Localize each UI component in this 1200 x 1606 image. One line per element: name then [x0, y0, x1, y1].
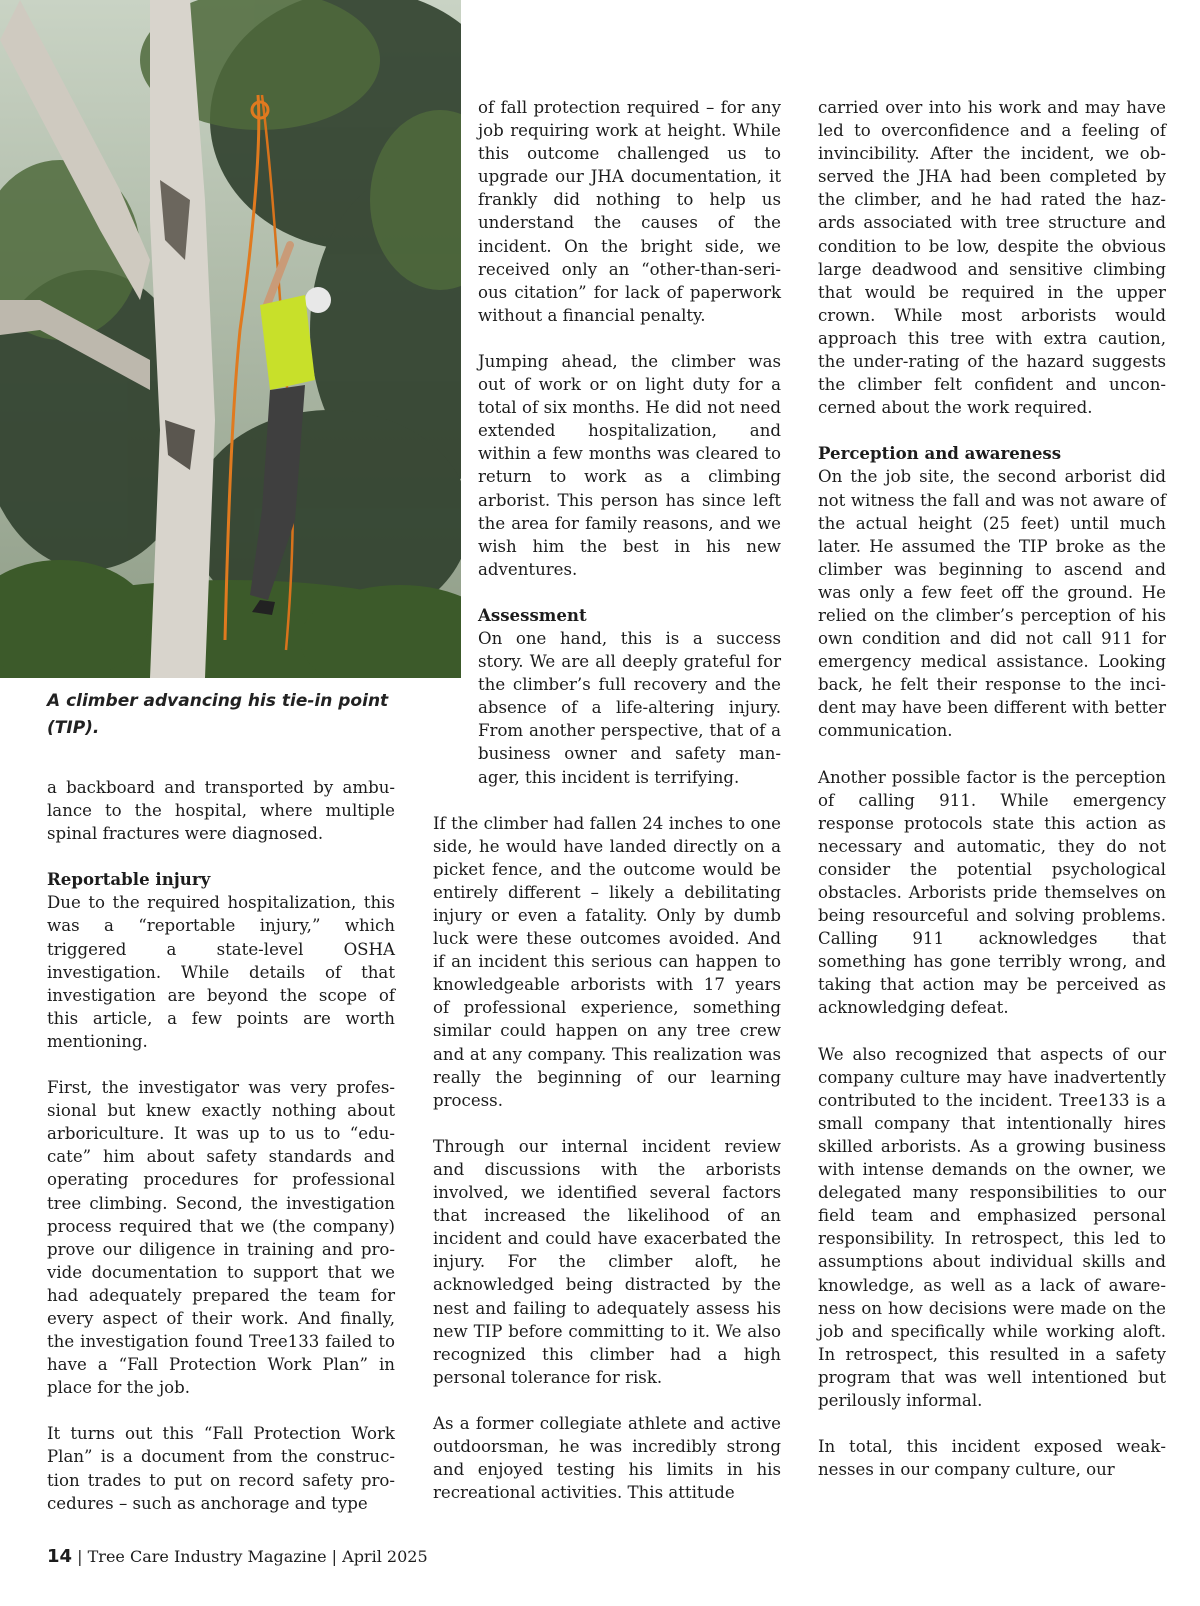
page-number: 14: [47, 1546, 73, 1567]
paragraph: On the job site, the second arborist did not witness the fall and was not aware of the actual height (25 feet) until much later. He assumed the TIP broke as the climber was beginning to ascend and was only a few feet off the ground. He relied on the climber’s perception of his own condition and did not call 911 for emergency medical assistance. Looking back, he felt their response to the incident may have been different with better communication.: [818, 467, 1166, 741]
article-column-2: [433, 96, 781, 1504]
section-heading-reportable-injury: Reportable injury: [47, 869, 211, 890]
section-heading-perception: Perception and awareness: [818, 443, 1062, 464]
climber-photo-illustration: [0, 0, 461, 678]
article-column-3: [818, 96, 1166, 1481]
paragraph: First, the investigator was very professional but knew exactly nothing about arboriculture. It was up to us to “educate” him about safety standards and operating procedures for professional tree climbing. Second, the investigation process required that we (the company) prove our diligence in training and provide documentation to support that we had adequately prepared the team for every aspect of their work. And finally, the investigation found Tree133 failed to have a “Fall Protection Work Plan” in place for the job.: [47, 1078, 395, 1398]
page-footer: [47, 1546, 428, 1567]
paragraph: In total, this incident exposed weaknesses in our company culture, our: [818, 1437, 1166, 1480]
paragraph: carried over into his work and may have led to overconfidence and a feeling of invincibility. After the incident, we observed the JHA had been completed by the climber, and he had rated the hazards associated with tree structure and condition to be low, despite the obvious large deadwood and sensitive climbing that would be required in the upper crown. While most arborists would approach this tree with extra caution, the under-rating of the hazard suggests the climber felt confident and unconcerned about the work required.: [818, 98, 1166, 418]
paragraph: If the climber had fallen 24 inches to one side, he would have landed directly on a picket fence, and the outcome would be entirely different – likely a debilitating injury or even a fatality. Only by dumb luck were these outcomes avoided. And if an incident this serious can happen to knowledgeable arborists with 17 years of professional experience, something similar could happen on any tree crew and at any company. This realization was really the beginning of our learning process.: [433, 813, 781, 1110]
paragraph: As a former collegiate athlete and active outdoorsman, he was incredibly strong and enjoyed testing his limits in his recreational activities. This attitude: [433, 1413, 781, 1503]
paragraph: Due to the required hospitalization, this was a “reportable injury,” which triggered a state-level OSHA investigation. While details of that investigation are beyond the scope of this article, a few points are worth mentioning.: [47, 893, 395, 1051]
paragraph: a backboard and transported by ambulance to the hospital, where multiple spinal fractures were diagnosed.: [47, 778, 395, 844]
paragraph: Through our internal incident review and discussions with the arborists involved, we identified several factors that increased the likelihood of an incident and could have exacerbated the injury. For the climber aloft, he acknowledged being distracted by the nest and failing to adequately assess his new TIP before committing to it. We also recognized this climber had a high personal tolerance for risk.: [433, 1136, 781, 1387]
column-2-top-block: [478, 96, 781, 789]
paragraph: Jumping ahead, the climber was out of work or on light duty for a total of six months. He did not need extended hospitalization, and within a few months was cleared to return to work as a climbing arborist. This person has since left the area for family reasons, and we wish him the best in his new adventures.: [478, 351, 781, 579]
paragraph: It turns out this “Fall Protection Work Plan” is a document from the construction trades to put on record safety procedures – such as anchorage and type: [47, 1424, 395, 1513]
paragraph: Another possible factor is the perception of calling 911. While emergency response protocols state this action as necessary and automatic, they do not consider the potential psychological obstacles. Arborists pride themselves on being resourceful and solving problems. Calling 911 acknowledges that something has gone terribly wrong, and taking that action may be perceived as acknowledging defeat.: [818, 767, 1166, 1018]
paragraph: of fall protection required – for any job requiring work at height. While this outcome challenged us to upgrade our JHA documentation, it frankly did nothing to help us understand the causes of the incident. On the bright side, we received only an “other-than-serious citation” for lack of paperwork without a financial penalty.: [478, 98, 781, 325]
section-heading-assessment: Assessment: [478, 604, 587, 625]
paragraph: On one hand, this is a success story. We are all deeply grateful for the climber’s full recovery and the absence of a life-altering injury. From another perspective, that of a business owner and safety manager, this incident is terrifying.: [478, 628, 781, 787]
climber-photo: [0, 0, 461, 678]
photo-caption: A climber advancing his tie-in point (TIP).: [47, 691, 389, 738]
article-column-1: [47, 776, 395, 1515]
footer-publication: | Tree Care Industry Magazine | April 2025: [77, 1547, 428, 1566]
paragraph: We also recognized that aspects of our company culture may have inadvertently contributed to the incident. Tree133 is a small company that intentionally hires skilled arborists. As a growing business with intense demands on the owner, we delegated many responsibilities to our field team and emphasized personal responsibility. In retrospect, this led to assumptions about individual skills and knowledge, as well as a lack of awareness on how decisions were made on the job and specifically while working aloft. In retrospect, this resulted in a safety program that was well intentioned but perilously informal.: [818, 1044, 1166, 1410]
